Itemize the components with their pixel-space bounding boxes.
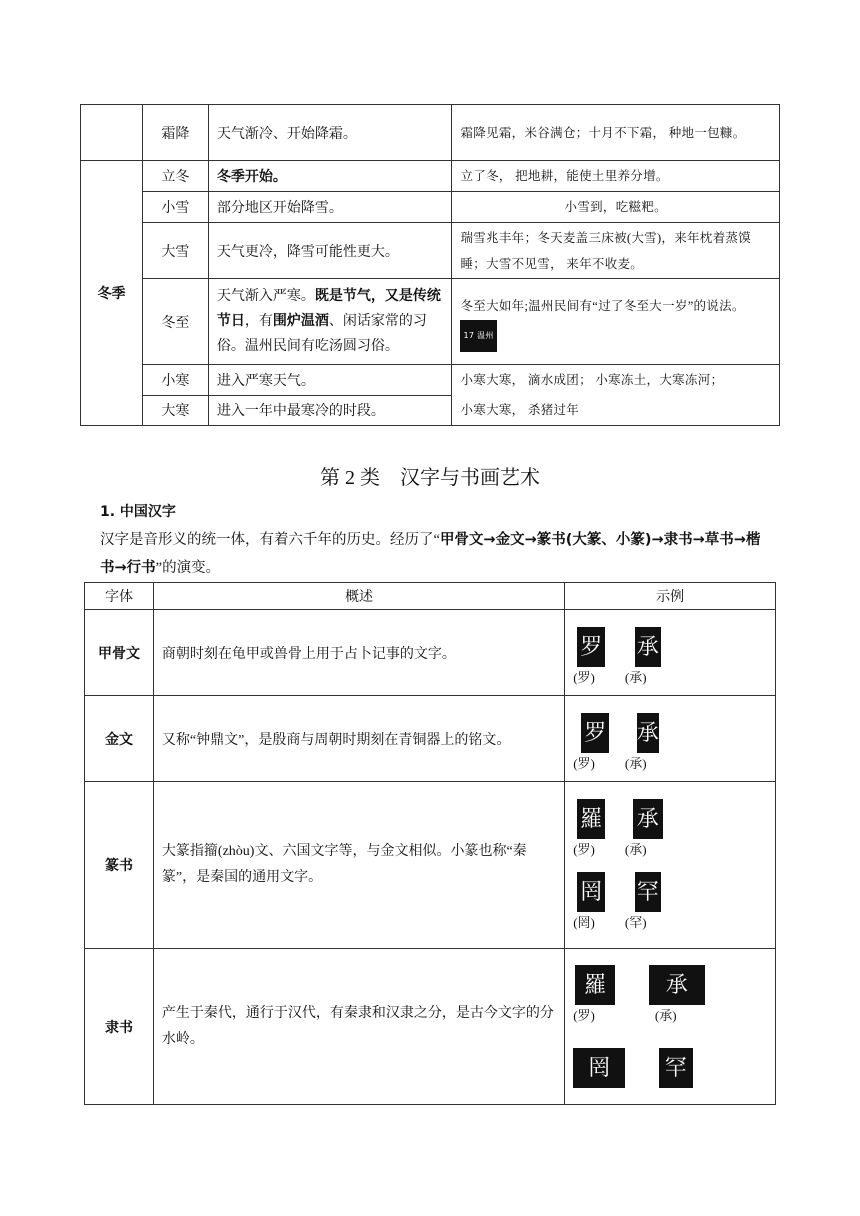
section-title: 第 2 类 汉字与书画艺术 [320,467,540,489]
header-cell: 示例 [565,583,776,610]
season-label: 冬季 [81,161,143,426]
term-cell: 霜降 [142,105,208,161]
table-row [81,105,780,161]
oracle-glyph-luo: 罗 [577,627,605,667]
table-row [85,696,776,782]
example-cell [565,782,776,949]
example-cell [565,696,776,782]
script-evolution-table [84,582,776,1105]
seal-glyph-wang: 罔 [577,872,605,912]
proverb-text: 冬至大如年;温州民间有“过了冬至大一岁”的说法。 [460,298,745,313]
seal-glyph-han: 罕 [635,872,661,912]
proverb-cell: 瑞雪兆丰年；冬天麦盖三床被(大雪)，来年枕着蒸馍睡；大雪不见雪， 来年不收麦。 [452,223,780,279]
table-row [85,610,776,696]
clerical-glyph-han: 罕 [659,1048,693,1088]
bronze-glyph-luo: 罗 [581,713,609,753]
example-caption: (承) [624,756,647,771]
desc-emphasis: 围炉温酒 [272,313,329,329]
header-cell: 字体 [85,583,154,610]
example-caption: (承) [654,1008,677,1023]
desc-part: ，有 [244,314,273,329]
example-caption: (承) [624,670,647,685]
script-desc: 产生于秦代，通行于汉代，有秦隶和汉隶之分，是古今文字的分水岭。 [153,949,564,1105]
intro-emphasis: 甲骨文→金文→篆书(大篆、小篆)→隶书→草书→楷书→行书 [100,532,761,576]
desc-cell: 天气渐冷、开始降霜。 [208,105,452,161]
term-cell: 小雪 [142,192,208,223]
intro-text: ”的演变。 [155,560,221,576]
table-row [85,782,776,949]
proverb-cell: 立了冬， 把地耕，能使土里养分增。 [452,161,780,192]
solar-terms-table [80,104,780,426]
table-row [81,279,780,365]
example-cell [565,610,776,696]
desc-part: 、闲话家常的习俗。温州民间有吃汤圆习俗。 [216,314,427,354]
term-cell: 大雪 [142,223,208,279]
proverb-cell [452,279,780,365]
desc-cell: 冬季开始。 [208,161,452,192]
example-caption: (罕) [624,915,647,930]
example-caption: (罗) [573,756,595,771]
seal-glyph-luo: 羅 [577,799,605,839]
proverb-line: 小寒大寒， 滴水成团； 小寒冻土，大寒冻河； [460,373,724,387]
example-caption: (承) [624,842,647,857]
desc-emphasis: 既是节气，又是传统节日 [216,288,441,329]
table-row [81,365,780,396]
term-cell: 立冬 [142,161,208,192]
script-name: 甲骨文 [85,610,154,696]
term-cell: 小寒 [142,365,208,396]
script-name: 篆书 [85,782,154,949]
example-caption: (罗) [573,842,595,857]
desc-cell: 部分地区开始降雪。 [208,192,452,223]
table-header-row [85,583,776,610]
intro-text: 汉字是音形义的统一体，有着六千年的历史。经历了“ [100,532,440,548]
script-name: 金文 [85,696,154,782]
script-desc: 大篆指籀(zhòu)文、六国文字等，与金文相似。小篆也称“秦篆”，是秦国的通用文字。 [153,782,564,949]
clerical-glyph-luo: 羅 [575,965,615,1005]
script-desc: 商朝时刻在龟甲或兽骨上用于占卜记事的文字。 [153,610,564,696]
table-row [81,192,780,223]
region-badge: 17 温州 [460,320,496,352]
season-cell-empty [81,105,143,161]
desc-cell: 进入严寒天气。 [208,365,452,396]
desc-cell [208,279,452,365]
proverb-cell [452,365,780,426]
header-cell: 概述 [153,583,564,610]
intro-paragraph [100,526,770,582]
proverb-cell: 小雪到，吃糍粑。 [452,192,780,223]
desc-part: 天气渐入严寒。 [216,289,315,304]
seal-glyph-cheng: 承 [633,799,663,839]
bronze-glyph-cheng: 承 [637,713,659,753]
example-caption: (罗) [573,670,595,685]
script-desc: 又称“钟鼎文”，是殷商与周朝时期刻在青铜器上的铭文。 [153,696,564,782]
example-caption: (罔) [573,915,595,930]
clerical-glyph-wang: 罔 [573,1048,625,1088]
table-row [85,949,776,1105]
table-row [81,161,780,192]
example-cell [565,949,776,1105]
proverb-cell: 霜降见霜，米谷满仓；十月不下霜， 种地一包糠。 [452,105,780,161]
script-name: 隶书 [85,949,154,1105]
table-row [81,223,780,279]
term-cell: 冬至 [142,279,208,365]
term-cell: 大寒 [142,395,208,426]
example-caption: (罗) [573,1008,595,1023]
clerical-glyph-cheng: 承 [649,965,705,1005]
desc-cell: 天气更冷，降雪可能性更大。 [208,223,452,279]
proverb-line: 小寒大寒， 杀猪过年 [460,403,580,417]
subsection-heading: 1. 中国汉字 [100,504,176,520]
desc-cell: 进入一年中最寒冷的时段。 [208,395,452,426]
oracle-glyph-cheng: 承 [635,627,661,667]
